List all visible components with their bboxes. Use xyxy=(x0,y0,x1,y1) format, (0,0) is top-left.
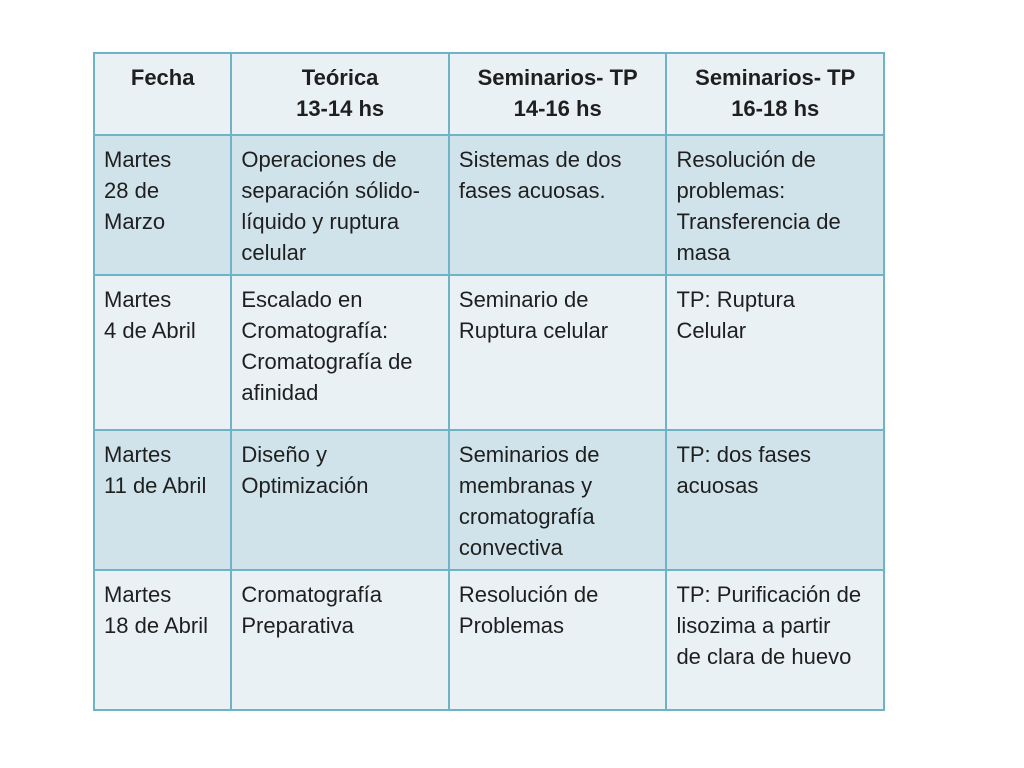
header-teorica: Teórica 13-14 hs xyxy=(231,53,449,135)
table-row xyxy=(94,430,884,570)
header-seminarios-1: Seminarios- TP 14-16 hs xyxy=(449,53,667,135)
cell-seminarios-2: TP: Purificación de lisozima a partir de clara de huevo xyxy=(666,570,884,710)
cell-seminarios-1: Seminario de Ruptura celular xyxy=(449,275,667,430)
cell-teorica: Escalado en Cromatografía: Cromatografía de afinidad xyxy=(231,275,449,430)
table-header-row xyxy=(94,53,884,135)
cell-seminarios-1: Seminarios de membranas y cromatografía convectiva xyxy=(449,430,667,570)
table-row xyxy=(94,135,884,275)
cell-teorica: Cromatografía Preparativa xyxy=(231,570,449,710)
header-seminarios-2: Seminarios- TP 16-18 hs xyxy=(666,53,884,135)
cell-seminarios-1: Resolución de Problemas xyxy=(449,570,667,710)
header-fecha: Fecha xyxy=(94,53,231,135)
cell-teorica: Diseño y Optimización xyxy=(231,430,449,570)
cell-fecha: Martes 18 de Abril xyxy=(94,570,231,710)
cell-seminarios-2: Resolución de problemas: Transferencia de masa xyxy=(666,135,884,275)
cell-seminarios-2: TP: dos fases acuosas xyxy=(666,430,884,570)
table-row xyxy=(94,275,884,430)
cell-fecha: Martes 28 de Marzo xyxy=(94,135,231,275)
cell-seminarios-2: TP: Ruptura Celular xyxy=(666,275,884,430)
cell-fecha: Martes 4 de Abril xyxy=(94,275,231,430)
cell-teorica: Operaciones de separación sólido- líquido y ruptura celular xyxy=(231,135,449,275)
cell-seminarios-1: Sistemas de dos fases acuosas. xyxy=(449,135,667,275)
table-row xyxy=(94,570,884,710)
cell-fecha: Martes 11 de Abril xyxy=(94,430,231,570)
schedule-table xyxy=(93,52,885,711)
